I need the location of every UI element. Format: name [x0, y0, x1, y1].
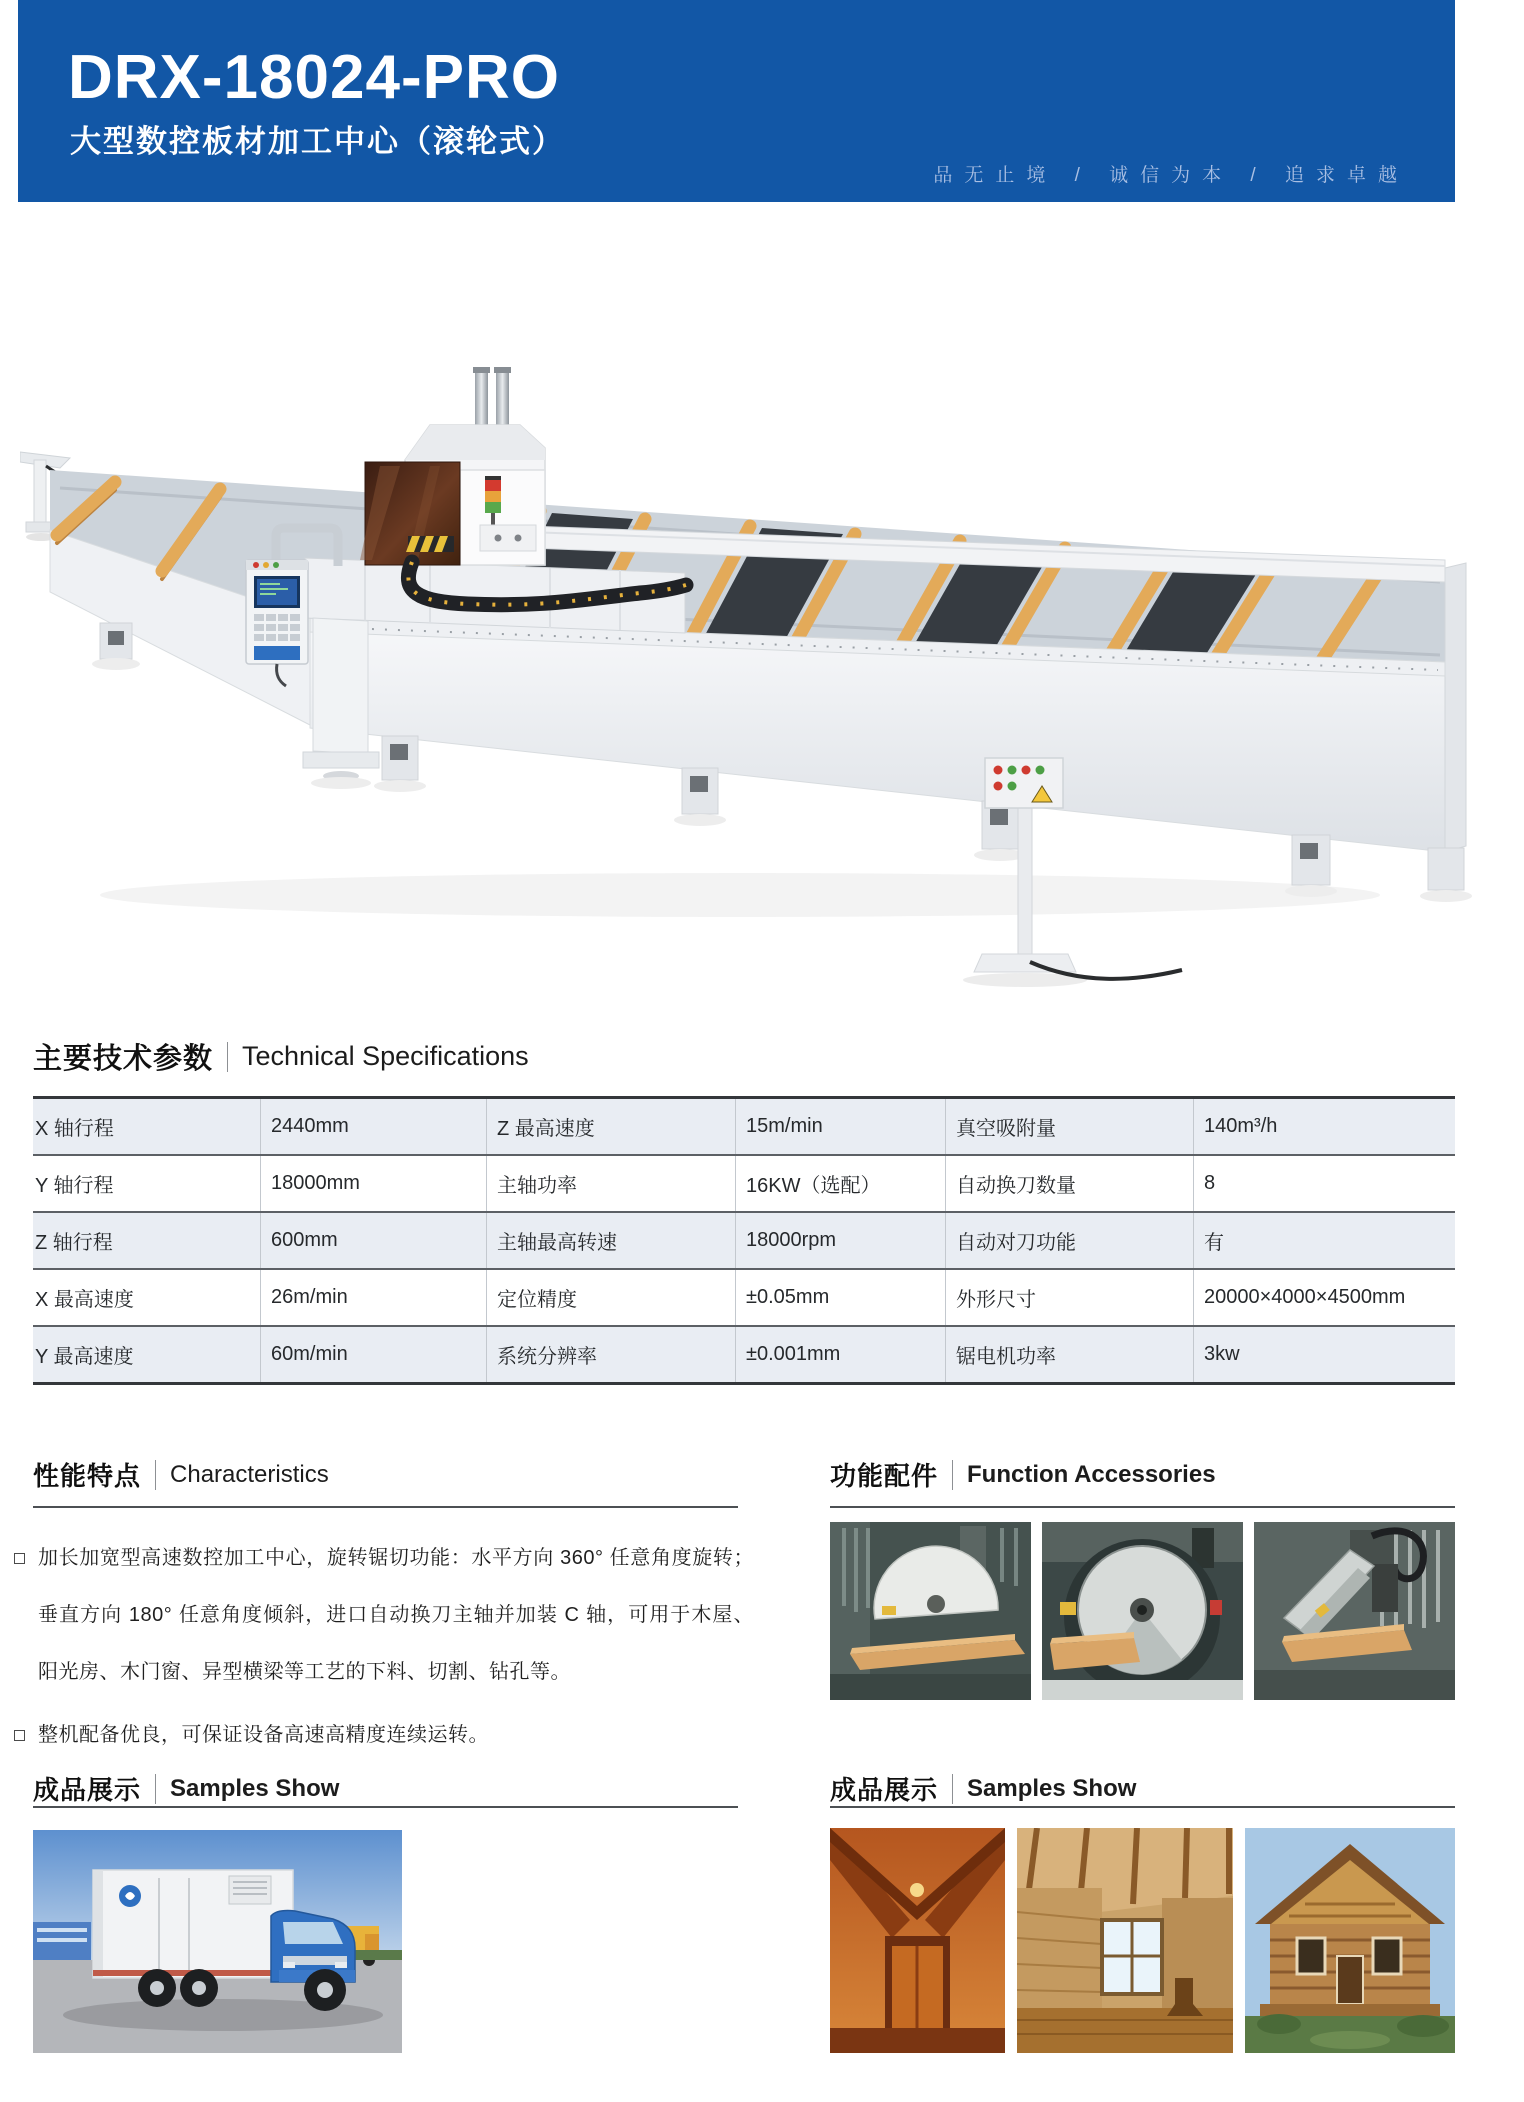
spec-label: X 轴行程 — [35, 1118, 114, 1140]
spec-value: 140m³/h — [1193, 1099, 1455, 1154]
spec-row — [33, 1099, 1455, 1154]
spec-row — [33, 1211, 1455, 1268]
bullet-square-icon — [14, 1553, 25, 1564]
spec-label: 系统分辨率 — [486, 1327, 735, 1382]
machine-photo — [20, 330, 1500, 1030]
spec-value: ±0.001mm — [735, 1327, 945, 1382]
samples-left-section-heading — [33, 1770, 339, 1807]
accessory-photo-2 — [1042, 1522, 1243, 1700]
characteristics-section-heading — [33, 1456, 329, 1493]
sample-photo-truck — [33, 1830, 402, 2053]
spec-value: ±0.05mm — [735, 1270, 945, 1325]
samples-right-heading-zh: 成品展示 — [830, 1775, 939, 1805]
spec-label: 自动对刀功能 — [945, 1213, 1193, 1268]
hazard-stripe-plate — [406, 536, 454, 552]
specs-heading-zh: 主要技术参数 — [33, 1043, 214, 1075]
spec-label: 外形尺寸 — [945, 1270, 1193, 1325]
machine-illustration — [20, 330, 1500, 1030]
samples-left-heading-en: Samples Show — [170, 1774, 340, 1802]
accessory-photo-1 — [830, 1522, 1031, 1700]
spec-value: 3kw — [1193, 1327, 1455, 1382]
accessories-section-heading — [830, 1456, 1216, 1493]
heading-divider — [155, 1774, 156, 1804]
spec-table — [33, 1096, 1455, 1385]
box-truck-illustration — [33, 1830, 402, 2053]
product-model-title: DRX-18024-PRO — [68, 43, 560, 112]
spec-value: 26m/min — [260, 1270, 486, 1325]
characteristics-underline — [33, 1506, 738, 1508]
heading-divider — [227, 1042, 228, 1072]
spec-label: Z 轴行程 — [35, 1232, 113, 1254]
specs-heading-en: Technical Specifications — [242, 1041, 529, 1071]
spec-value: 18000mm — [260, 1156, 486, 1211]
spec-value: 15m/min — [735, 1099, 945, 1154]
characteristics-heading-zh: 性能特点 — [33, 1461, 142, 1491]
spec-value: 8 — [1193, 1156, 1455, 1211]
heading-divider — [952, 1774, 953, 1804]
log-house-illustration — [1245, 1828, 1455, 2053]
accessories-heading-en: Function Accessories — [967, 1460, 1216, 1488]
samples-right-section-heading — [830, 1770, 1136, 1807]
wooden-room-illustration — [1017, 1828, 1233, 2053]
tilting-saw-head-illustration — [1254, 1522, 1455, 1700]
spec-value: 600mm — [260, 1213, 486, 1268]
spec-value: 16KW（选配） — [735, 1156, 945, 1211]
header-banner — [18, 0, 1455, 202]
spec-label: Z 最高速度 — [486, 1099, 735, 1154]
spec-value: 2440mm — [260, 1099, 486, 1154]
bullet-square-icon — [14, 1730, 25, 1741]
heading-divider — [155, 1460, 156, 1490]
spec-value: 60m/min — [260, 1327, 486, 1382]
samples-left-heading-zh: 成品展示 — [33, 1775, 142, 1805]
spec-label: 主轴最高转速 — [486, 1213, 735, 1268]
spec-label: Y 最高速度 — [35, 1346, 134, 1368]
spec-label: 锯电机功率 — [945, 1327, 1193, 1382]
accessory-photo-3 — [1254, 1522, 1455, 1700]
samples-right-heading-en: Samples Show — [967, 1774, 1137, 1802]
rotary-saw-blade-illustration — [1042, 1522, 1243, 1700]
spec-label: 自动换刀数量 — [945, 1156, 1193, 1211]
spec-value: 有 — [1193, 1213, 1455, 1268]
spec-label: Y 轴行程 — [35, 1175, 114, 1197]
characteristics-list — [14, 1530, 754, 1770]
spec-row — [33, 1268, 1455, 1325]
characteristic-text: 加长加宽型高速数控加工中心，旋转锯切功能：水平方向 360° 任意角度旋转；垂直方向 180° 任意角度倾斜，进口自动换刀主轴并加装 C 轴，可用于木屋、阳光房、木门窗、异型横梁等工艺的下料、切割、钻孔等。 — [38, 1547, 754, 1683]
spec-value: 20000×4000×4500mm — [1193, 1270, 1455, 1325]
samples-right-underline — [830, 1806, 1455, 1808]
sample-photo-interior — [1017, 1828, 1233, 2053]
accessories-underline — [830, 1506, 1455, 1508]
company-slogan: 品无止境 / 诚信为本 / 追求卓越 — [933, 165, 1409, 186]
spec-label: 主轴功率 — [486, 1156, 735, 1211]
saw-blade-cover-illustration — [830, 1522, 1031, 1700]
product-subtitle: 大型数控板材加工中心（滚轮式） — [70, 124, 565, 159]
characteristic-item — [14, 1707, 754, 1764]
spec-value: 18000rpm — [735, 1213, 945, 1268]
characteristic-item — [14, 1530, 754, 1701]
spec-label: 定位精度 — [486, 1270, 735, 1325]
spec-label: 真空吸附量 — [945, 1099, 1193, 1154]
specs-section-heading — [33, 1036, 529, 1077]
heading-divider — [952, 1460, 953, 1490]
accessories-heading-zh: 功能配件 — [830, 1461, 939, 1491]
sample-photo-log-house — [1245, 1828, 1455, 2053]
characteristic-text: 整机配备优良，可保证设备高速高精度连续运转。 — [38, 1724, 489, 1746]
samples-left-underline — [33, 1806, 738, 1808]
spec-row — [33, 1154, 1455, 1211]
spec-row — [33, 1325, 1455, 1382]
gantry-column — [303, 618, 379, 789]
spec-label: X 最高速度 — [35, 1289, 134, 1311]
sample-photo-archway — [830, 1828, 1005, 2053]
ground-shadow — [100, 873, 1380, 917]
characteristics-heading-en: Characteristics — [170, 1460, 329, 1488]
wooden-archway-illustration — [830, 1828, 1005, 2053]
dust-pipes — [473, 367, 511, 432]
